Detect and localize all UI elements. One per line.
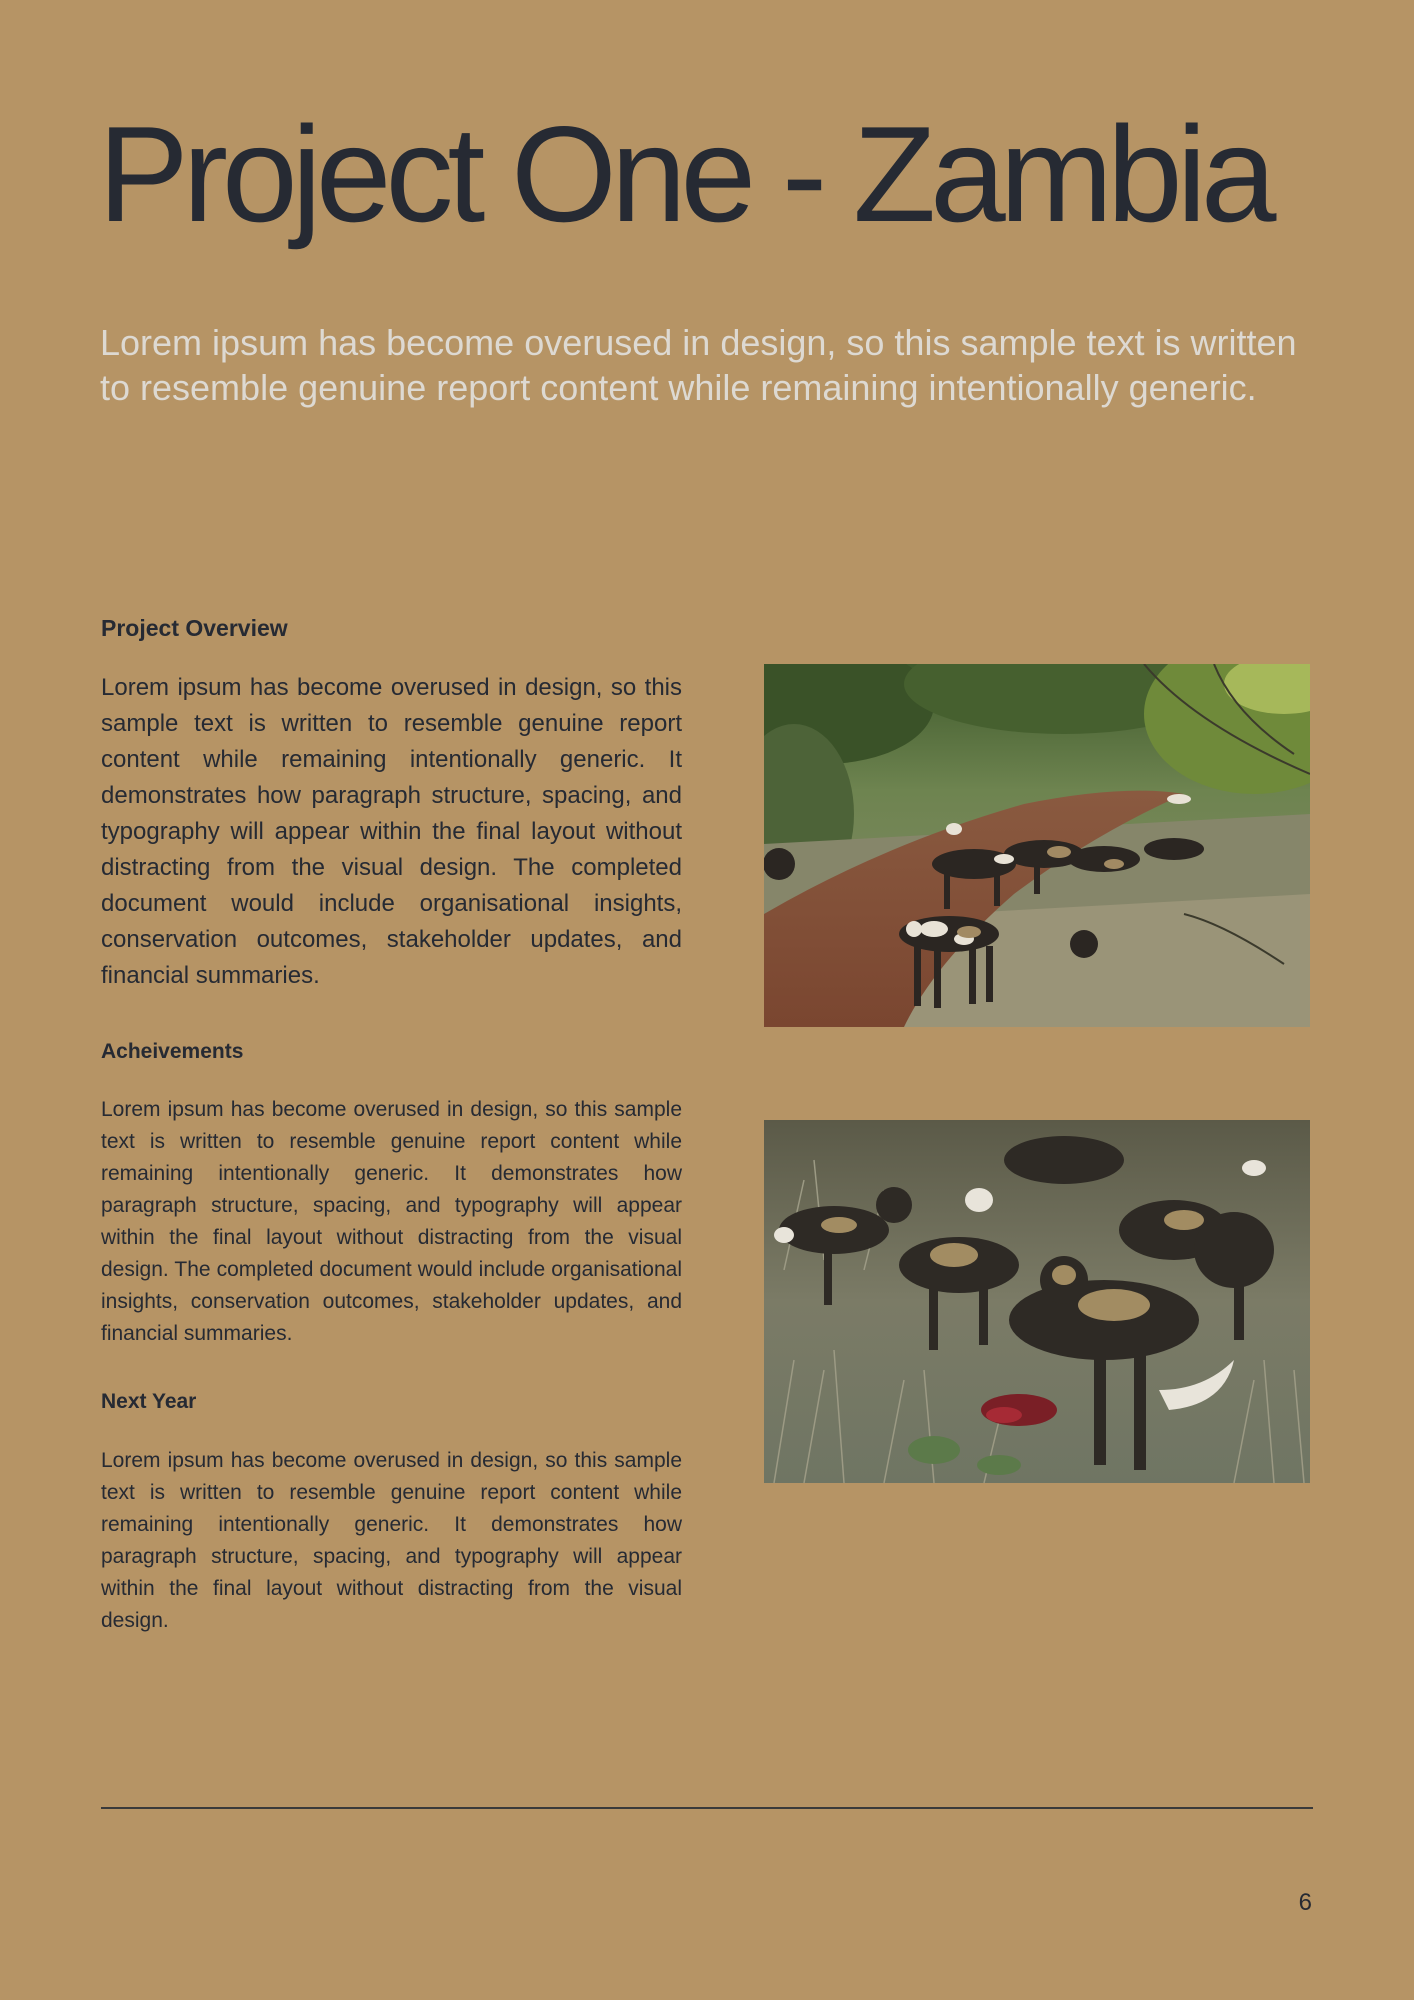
next-year-heading: Next Year [101, 1390, 197, 1413]
wild-dogs-photo-pack [764, 1120, 1310, 1483]
page-title: Project One - Zambia [98, 98, 1271, 250]
overview-heading: Project Overview [101, 615, 288, 641]
footer-divider [101, 1807, 1313, 1809]
page-number: 6 [1298, 1889, 1312, 1916]
overview-body: Lorem ipsum has become overused in design, so this sample text is written to resemble genuine report content while remaining intentionally generic. It demonstrates how paragraph structure, spacing, and typography will appear within the final layout without distracting from the visual design. The completed document would include organisational insights, conservation outcomes, stakeholder updates, and financial summaries. [101, 674, 682, 989]
achievements-heading: Acheivements [101, 1040, 244, 1063]
intro-lede: Lorem ipsum has become overused in design, so this sample text is written to resemble genuine report content while remaining intentionally generic. [100, 322, 1297, 408]
wild-dogs-photo-track [764, 664, 1310, 1027]
text-column [101, 615, 682, 1637]
next-year-body: Lorem ipsum has become overused in design, so this sample text is written to resemble genuine report content while remaining intentionally generic. It demonstrates how paragraph structure, spacing, and typography will appear within the final layout without distracting from the visual design. [101, 1449, 682, 1632]
achievements-body: Lorem ipsum has become overused in design, so this sample text is written to resemble genuine report content while remaining intentionally generic. It demonstrates how paragraph structure, spacing, and typography will appear within the final layout without distracting from the visual design. The completed document would include organisational insights, conservation outcomes, stakeholder updates, and financial summaries. [101, 1098, 682, 1345]
